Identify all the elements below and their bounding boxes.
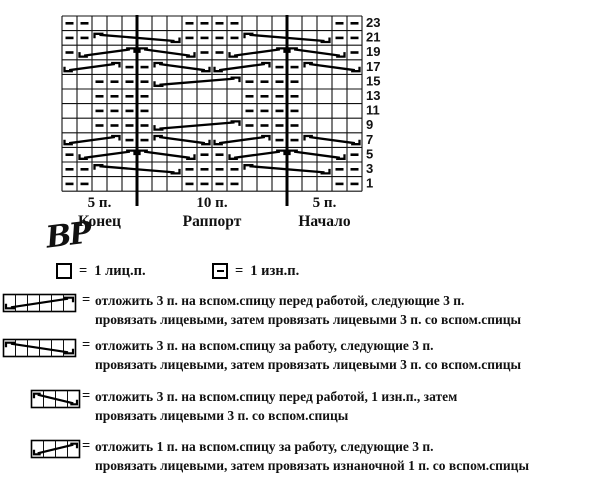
description-line: провязать лицевыми, затем провязать лицевыми 3 п. со вспом.спицы <box>95 356 522 372</box>
equals-sign: = <box>82 438 91 454</box>
cable-description <box>95 388 555 425</box>
section-name: Конец <box>78 213 121 230</box>
row-number-label: 1 <box>366 175 374 191</box>
equals-sign: = <box>235 262 244 279</box>
knit-stitch-icon <box>56 263 72 279</box>
handwritten-note: ВР <box>44 215 92 256</box>
equals-sign: = <box>82 388 91 404</box>
description-line: провязать лицевыми, затем провязать изнаночной 1 п. со вспом.спицы <box>95 457 530 473</box>
cable4-back-icon <box>30 439 82 460</box>
section-name: Начало <box>298 213 351 230</box>
row-number-label: 3 <box>366 161 374 176</box>
legend-cable-entry-4 <box>0 438 604 482</box>
row-number-label: 21 <box>366 29 381 45</box>
legend-knit-entry <box>56 261 146 281</box>
legend-purl-entry <box>212 261 299 281</box>
equals-sign: = <box>82 337 91 353</box>
section-name: Раппорт <box>182 213 242 230</box>
row-number-label: 19 <box>366 44 381 60</box>
row-number-label: 13 <box>366 88 381 103</box>
description-line: провязать лицевыми 3 п. со вспом.спицы <box>95 407 349 423</box>
cable-description <box>95 337 555 374</box>
row-number-label: 15 <box>366 73 381 89</box>
equals-sign: = <box>82 292 91 308</box>
description-line: отложить 3 п. на вспом.спицу перед работой, 1 изн.п., затем <box>95 389 458 404</box>
legend-cable-entry-2 <box>0 337 604 381</box>
row-number-label: 9 <box>366 117 374 133</box>
cable6-front-icon <box>2 293 78 314</box>
description-line: отложить 1 п. на вспом.спицу за работу, следующие 3 п. <box>95 439 434 454</box>
description-line: отложить 3 п. на вспом.спицу перед работой, следующие 3 п. <box>95 293 465 308</box>
row-number-label: 11 <box>366 102 380 118</box>
chart-grid <box>62 16 362 191</box>
section-stitch-count: 5 п. <box>312 195 337 211</box>
cable6-back-icon <box>2 338 78 359</box>
knitting-chart-svg <box>0 0 604 236</box>
purl-stitch-label: 1 изн.п. <box>250 262 300 279</box>
row-number-label: 5 <box>366 146 374 162</box>
cable-description <box>95 292 555 329</box>
equals-sign: = <box>79 262 88 279</box>
section-stitch-count: 10 п. <box>196 195 228 211</box>
purl-dash-icon <box>217 270 224 273</box>
row-number-label: 7 <box>366 131 374 147</box>
section-stitch-count: 5 п. <box>87 195 112 211</box>
purl-stitch-icon <box>212 263 228 279</box>
legend-cable-entry-1 <box>0 292 604 336</box>
cable4-front-icon <box>30 389 82 410</box>
row-number-label: 17 <box>366 58 381 74</box>
knit-stitch-label: 1 лиц.п. <box>94 262 146 279</box>
cable-description <box>95 438 555 475</box>
legend-cable-entry-3 <box>0 388 604 432</box>
row-number-label: 23 <box>366 15 381 30</box>
description-line: отложить 3 п. на вспом.спицу за работу, следующие 3 п. <box>95 338 434 353</box>
description-line: провязать лицевыми, затем провязать лицевыми 3 п. со вспом.спицы <box>95 311 522 327</box>
